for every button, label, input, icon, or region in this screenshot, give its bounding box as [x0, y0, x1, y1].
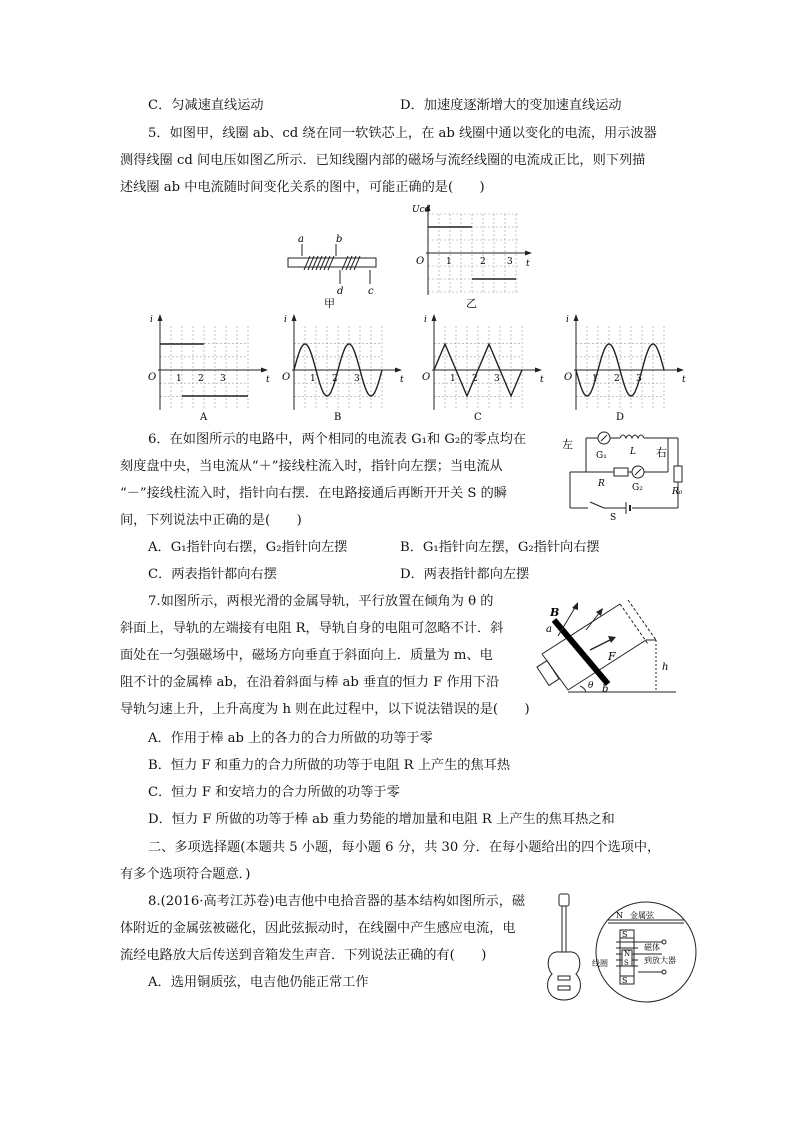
- xlabel: t: [400, 375, 404, 385]
- q7-text-line-4: 阻不计的金属棒 ab，在沿着斜面与棒 ab 垂直的恒力 F 作用下沿: [120, 675, 500, 690]
- label-a: a: [546, 624, 552, 635]
- label-theta: θ: [588, 681, 594, 691]
- q7-option-d: D．恒力 F 所做的功等于棒 ab 重力势能的增加量和电阻 R 上产生的焦耳热之和: [148, 812, 615, 827]
- y-axis-arrow: [158, 314, 163, 321]
- q7-incline-figure: [528, 596, 678, 702]
- label-switch-s: S: [610, 513, 617, 523]
- y-axis-arrow: [432, 314, 437, 321]
- q5-text-line-3: 述线圈 ab 中电流随时间变化关系的图中，可能正确的是( ): [120, 180, 485, 195]
- origin: O: [148, 372, 157, 383]
- graph-caption: B: [334, 412, 342, 423]
- q8-guitar-figure: [540, 890, 698, 1006]
- graph-caption: C: [474, 412, 482, 423]
- q4-option-c: C．匀减速直线运动: [148, 98, 264, 113]
- label-coil: 线圈: [592, 959, 608, 968]
- coil-label-d: d: [337, 286, 344, 297]
- tick-3: 3: [507, 257, 513, 267]
- label-g1: G₁: [596, 451, 607, 461]
- q8-text-line-1: 8.(2016·高考江苏卷)电吉他中电拾音器的基本结构如图所示，磁: [148, 894, 526, 909]
- tick-label: 3: [636, 374, 642, 384]
- label-b-field: B: [550, 606, 560, 619]
- tick-label: 1: [310, 374, 316, 384]
- x-axis-arrow: [395, 368, 402, 373]
- q6-text-line-4: 间，下列说法中正确的是( ): [120, 513, 302, 528]
- tick-label: 3: [220, 374, 226, 384]
- label-magnet: 磁体: [644, 943, 660, 952]
- label-right: 右: [656, 446, 667, 459]
- label-r0: R₀: [672, 487, 683, 497]
- ylabel: i: [150, 315, 153, 325]
- label-left: 左: [562, 438, 573, 451]
- label-s-top: S: [622, 930, 628, 939]
- q6-option-c: C．两表指针都向右摆: [148, 567, 277, 582]
- tick-label: 3: [354, 374, 360, 384]
- coil-label-a: a: [298, 234, 304, 245]
- q6-text-line-2: 刻度盘中央，当电流从“＋”接线柱流入时，指针向左摆；当电流从: [120, 459, 503, 474]
- q6-option-a: A．G₁指针向右摆，G₂指针向左摆: [148, 540, 348, 555]
- tick-label: 2: [614, 374, 620, 384]
- q6-option-b: B．G₁指针向左摆，G₂指针向右摆: [400, 540, 600, 555]
- x-axis-arrow: [261, 368, 268, 373]
- label-force-f: F: [608, 650, 616, 663]
- label-g2: G₂: [632, 483, 643, 493]
- q7-option-b: B．恒力 F 和重力的合力所做的功等于电阻 R 上产生的焦耳热: [148, 758, 511, 773]
- tick-label: 1: [450, 374, 456, 384]
- tick-label: 1: [592, 374, 598, 384]
- y-axis-arrow: [574, 314, 579, 321]
- tick-label: 1: [176, 374, 182, 384]
- q6-text-line-3: “－”接线柱流入时，指针向右摆．在电路接通后再断开开关 S 的瞬: [120, 486, 507, 501]
- tick-2: 2: [480, 257, 486, 267]
- q5-text-line-2: 测得线圈 cd 间电压如图乙所示．已知线圈内部的磁场与流经线圈的电流成正比，则下列描: [120, 153, 646, 168]
- coil-label-c: c: [368, 286, 374, 297]
- q5-graph-b: [278, 312, 404, 423]
- x-axis-arrow: [535, 368, 542, 373]
- q8-text-line-3: 流经电路放大后传送到音箱发生声音．下列说法正确的有( ): [120, 948, 487, 963]
- q7-text-line-2: 斜面上，导轨的左端接有电阻 R，导轨自身的电阻可忽略不计．斜: [120, 621, 504, 636]
- q7-option-a: A．作用于棒 ab 上的各力的合力所做的功等于零: [148, 731, 433, 746]
- label-s-bottom: S: [622, 976, 628, 985]
- q6-circuit-figure: [560, 426, 690, 522]
- origin: O: [422, 372, 431, 383]
- q5-graph-d: [560, 312, 686, 423]
- label-r: R: [598, 479, 605, 489]
- xlabel-t: t: [526, 259, 530, 269]
- q7-option-c: C．恒力 F 和安培力的合力所做的功等于零: [148, 785, 400, 800]
- xlabel: t: [266, 375, 270, 385]
- q7-text-line-5: 导轨匀速上升，上升高度为 h 则在此过程中，以下说法错误的是( ): [120, 702, 530, 717]
- label-l: L: [630, 447, 636, 457]
- q5-figure-jia: [278, 228, 388, 308]
- coil-label-b: b: [336, 234, 343, 245]
- origin-o: O: [416, 256, 425, 267]
- label-s-mid: S: [624, 959, 629, 967]
- q5-figure-yi: [408, 200, 538, 310]
- q5-graph-c: [418, 312, 544, 423]
- label-h: h: [662, 662, 669, 673]
- label-n-top: N: [616, 911, 623, 920]
- ylabel: i: [424, 315, 427, 325]
- q8-text-line-2: 体附近的金属弦被磁化，因此弦振动时，在线圈中产生感应电流，电: [120, 921, 516, 936]
- xlabel: t: [682, 375, 686, 385]
- graph-caption: A: [200, 412, 208, 423]
- tick-label: 2: [332, 374, 338, 384]
- section-2-title-line-2: 有多个选项符合题意．): [120, 867, 251, 882]
- tick-1: 1: [446, 257, 452, 267]
- q5-graph-a: [144, 312, 270, 423]
- xlabel: t: [540, 375, 544, 385]
- label-n-mid: N: [624, 950, 631, 958]
- label-b: b: [602, 684, 609, 695]
- graph-caption: D: [616, 412, 625, 423]
- label-metal-string: 金属弦: [630, 911, 654, 920]
- q6-text-line-1: 6．在如图所示的电路中，两个相同的电流表 G₁和 G₂的零点均在: [148, 432, 527, 447]
- section-2-title-line-1: 二、多项选择题(本题共 5 小题，每小题 6 分，共 30 分．在每小题给出的四个选项中，: [148, 840, 661, 855]
- ylabel: i: [566, 315, 569, 325]
- label-to-amplifier: 到放大器: [644, 956, 676, 965]
- q5-text-line-1: 5．如图甲，线圈 ab、cd 绕在同一软铁芯上，在 ab 线圈中通以变化的电流，用示波器: [148, 126, 657, 141]
- tick-label: 2: [472, 374, 478, 384]
- q7-text-line-3: 面处在一匀强磁场中，磁场方向垂直于斜面向上．质量为 m、电: [120, 648, 493, 663]
- q7-text-line-1: 7.如图所示，两根光滑的金属导轨，平行放置在倾角为 θ 的: [148, 594, 494, 609]
- q8-option-a: A．选用铜质弦，电吉他仍能正常工作: [148, 975, 369, 990]
- ylabel-ucd: Ucd: [412, 205, 431, 215]
- fig-jia-caption: 甲: [324, 297, 335, 310]
- fig-yi-caption: 乙: [466, 297, 477, 310]
- guitar-icon: [548, 894, 581, 1000]
- ylabel: i: [284, 315, 287, 325]
- y-axis-arrow: [292, 314, 297, 321]
- x-axis-arrow: [677, 368, 684, 373]
- origin: O: [282, 372, 291, 383]
- tick-label: 2: [198, 374, 204, 384]
- tick-label: 3: [494, 374, 500, 384]
- origin: O: [564, 372, 573, 383]
- q4-option-d: D．加速度逐渐增大的变加速直线运动: [400, 98, 622, 113]
- q6-option-d: D．两表指针都向左摆: [400, 567, 530, 582]
